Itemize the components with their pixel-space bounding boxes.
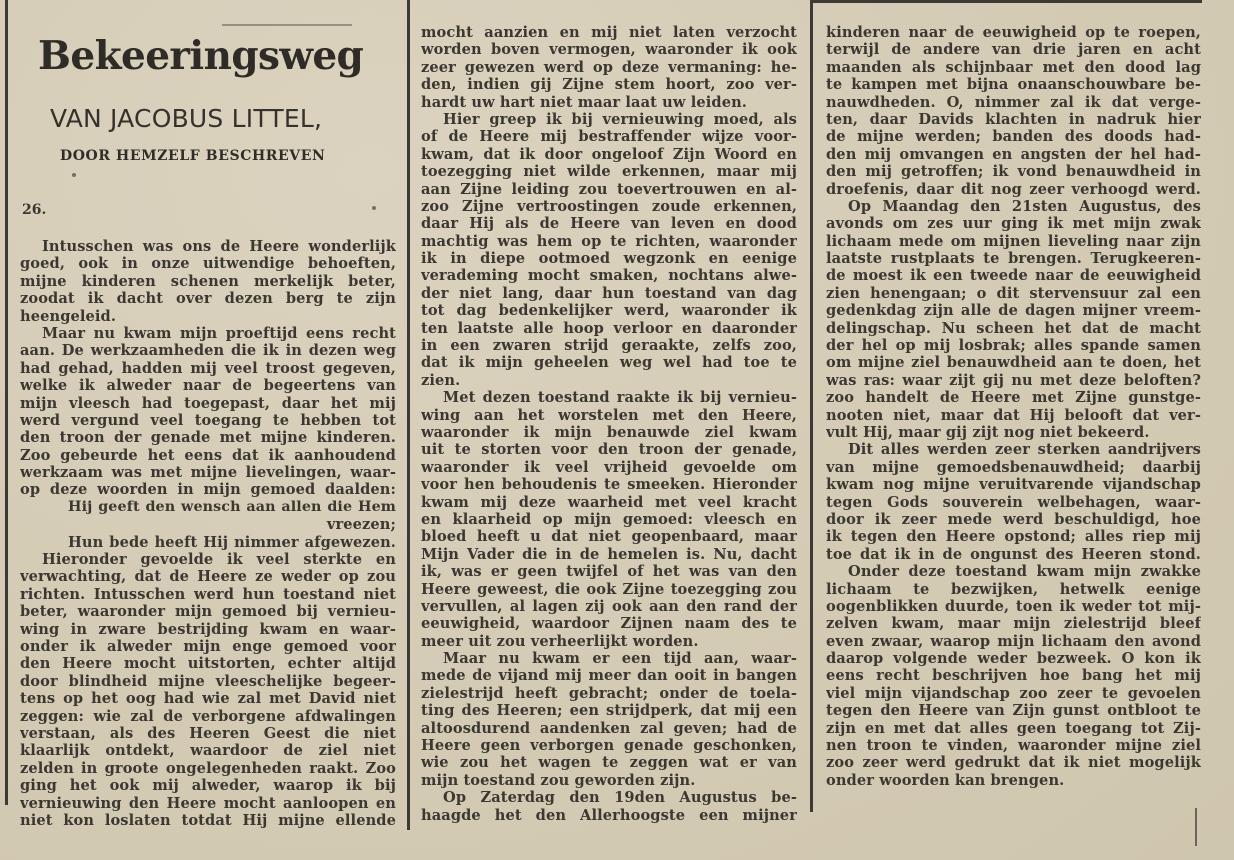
text-line: Mijn Vader die in de hemelen is. Nu, dacht [421, 545, 797, 563]
text-line: ten, daar Davids klachten in nadruk hier [826, 110, 1201, 128]
text-line: oogenblikken duurde, toen ik weder tot mij- [826, 597, 1201, 615]
text-line: door blindheid mijne vleeschelijke begeer- [20, 672, 396, 690]
text-line: Dit alles werden zeer sterken aandrijvers [848, 441, 1201, 459]
text-line: wie zou het wagen te zeggen wat er van [421, 754, 797, 772]
text-line: de mijne werden; banden des doods had- [826, 128, 1201, 146]
text-line: ik, was er geen twijfel of het was van den [421, 563, 797, 581]
text-line: Hieronder gevoelde ik veel sterkte en [42, 551, 396, 569]
ink-speck [372, 206, 376, 210]
text-line: Maar nu kwam mijn proeftijd eens recht [42, 324, 396, 342]
text-line: mijn toestand zou geworden zijn. [421, 771, 696, 789]
text-line: mocht aanzien en mij niet laten verzocht [421, 24, 797, 41]
text-line: mede de vijand mij meer dan ooit in bangen [421, 667, 797, 685]
text-line: delingschap. Nu scheen het dat de macht [826, 319, 1201, 337]
article-title: Bekeeringsweg [38, 33, 364, 79]
text-line: verstaan, als des Heeren Geest die niet [20, 724, 396, 742]
text-line: lichaam te bezwijken, hetwelk eenige [826, 580, 1201, 598]
text-line: den troon der genade met mijne kinderen. [20, 429, 396, 447]
text-line: had gehad, hadden mij veel troost gegeven, [20, 359, 396, 377]
text-line: zielestrijd heeft gebracht; onder de toela- [421, 684, 797, 702]
text-line: om mijne ziel benauwdheid aan te doen, het [826, 354, 1201, 372]
column-rule-2 [810, 0, 813, 812]
text-line: lichaam mede om mijnen lieveling naar zijn [826, 232, 1201, 250]
text-line: meer uit zou verheerlijkt worden. [421, 632, 699, 650]
text-line: aan Zijne leiding zou toevertrouwen en al- [421, 180, 797, 198]
text-line: kinderen naar de eeuwigheid op te roepen, [826, 24, 1201, 41]
text-line: zien henengaan; o dit stervensuur zal een [826, 284, 1201, 302]
text-line: der hel op mij losbrak; alles spande samen [826, 337, 1201, 355]
text-line: maanden als schijnbaar met den dood lag [826, 58, 1201, 76]
text-line: Met dezen toestand raakte ik bij vernieu- [443, 389, 797, 407]
text-line: zelven kwam, maar mijn zielestrijd bleef [826, 615, 1201, 633]
text-line: vervullen, al lagen zij ook aan den rand der [421, 597, 797, 615]
column-top-rule [812, 0, 1202, 3]
text-line: verwachting, dat de Heere ze weder op zou [20, 568, 396, 586]
text-line: den, indien gij Zijne stem hoort, zoo ver- [421, 76, 797, 94]
text-line: toezegging niet wilde erkennen, maar mij [421, 163, 797, 181]
text-line: Heere geen verborgen genade geschonken, [421, 737, 797, 755]
text-line: gedenkdag zijn alle de dagen mijner vreem- [826, 302, 1201, 320]
text-line: der niet lang, daar hun toestand van dag [421, 284, 797, 302]
text-line: was ras: waar zijt gij nu met deze beloften? [826, 371, 1201, 389]
text-line: den mij getroffen; ik vond benauwdheid in [826, 163, 1201, 181]
text-line: den mij omvangen en angsten der hel had- [826, 145, 1201, 163]
decorative-dash [222, 24, 352, 26]
text-line: heengeleid. [20, 307, 117, 325]
text-line: haagde het den Allerhoogste een mijner [421, 806, 797, 824]
text-line: Op Zaterdag den 19den Augustus be- [443, 789, 797, 807]
column-1 [20, 238, 396, 829]
text-line: niet kon loslaten totdat Hij mijne ellende [20, 811, 396, 829]
text-line: te kampen met bijna onaanschouwbare be- [826, 76, 1201, 94]
column-rule-left [5, 0, 8, 805]
text-line: vernieuwing den Heere mocht aanloopen en [20, 794, 396, 812]
text-line: viel mijn vijandschap zoo zeer te gevoelen [826, 684, 1201, 702]
text-line: daarop volgende weder bezweek. O kon ik [826, 650, 1201, 668]
text-line: beter, waaronder mijn gemoed bij vernieu- [20, 603, 396, 621]
text-line: Op Maandag den 21sten Augustus, des [848, 197, 1201, 215]
text-line: altoosdurend aandenken zal geven; had de [421, 719, 797, 737]
text-line: Heere geweest, die ook Zijne toezegging zou [421, 580, 797, 598]
text-line: op deze woorden in mijn gemoed daalden: [20, 481, 396, 499]
text-line: ik in diepe ootmoed wegzonk en eenige [421, 250, 797, 268]
article-byline: DOOR HEMZELF BESCHREVEN [60, 148, 326, 164]
text-line: kwam nog mijne veruitvarende vijandschap [826, 476, 1201, 494]
text-line: zijn en met dat alles geen toegang tot Zij- [826, 719, 1201, 737]
text-line: Hij geeft den wensch aan allen die Hem [68, 498, 396, 515]
article-subtitle: VAN JACOBUS LITTEL, [50, 104, 323, 133]
text-line: toe dat ik in de ongunst des Heeren stond. [826, 545, 1201, 563]
text-line: onder woorden kan brengen. [826, 771, 1065, 789]
text-line: Maar nu kwam er een tijd aan, waar- [443, 650, 797, 668]
text-line: en klaarheid op mijn gemoed: vleesch en [421, 510, 797, 528]
text-line: goed, ook in onze uitwendige behoeften, [20, 255, 396, 273]
text-line: zeer gewezen werd op deze vermaning: he- [421, 58, 797, 76]
text-line: zoo zeer werd gedrukt dat ik niet mogelijk [826, 754, 1201, 772]
text-line: dat ik mijn geheelen weg wel had toe te [421, 354, 797, 372]
column-rule-1 [407, 0, 410, 830]
text-line: vreezen; [326, 516, 396, 534]
ink-speck [72, 173, 76, 177]
text-line: wing aan het worstelen met den Heere, [421, 406, 797, 424]
text-line: zelden in groote ongelegenheden raakt. Zoo [20, 759, 396, 777]
text-line: bloed heeft u dat niet geopenbaard, maar [421, 528, 797, 546]
text-line: in een zwaren strijd geraakte, zelfs zoo, [421, 337, 797, 355]
text-line: de moest ik een tweede naar de eeuwigheid [826, 267, 1201, 285]
text-line: eeuwigheid, waardoor Zijnen naam des te [421, 615, 797, 633]
text-line: ging het ook mij alweder, waarop ik bij [20, 777, 396, 795]
text-line: machtig was hem op te richten, waaronder [421, 232, 797, 250]
text-line: zeggen: wie zal de verborgene afdwalingen [20, 707, 396, 725]
text-line: zien. [421, 371, 461, 389]
installment-number: 26. [22, 202, 47, 218]
text-line: of de Heere mij bestraffender wijze voor- [421, 128, 797, 146]
text-line: Hun bede heeft Hij nimmer afgewezen. [68, 533, 396, 551]
text-line: ting des Heeren; een strijdperk, dat mij een [421, 702, 797, 720]
text-line: ten laatste alle hoop verloor en daaronder [421, 319, 797, 337]
text-line: worden boven vermogen, waaronder ik ook [421, 41, 797, 59]
text-line: werkzaam was met mijne lievelingen, waar- [20, 464, 396, 482]
text-line: voor hen behoudenis te smeeken. Hieronder [421, 476, 797, 494]
text-line: droefenis, daar dit nog zeer verhoogd werd. [826, 180, 1201, 198]
text-line: kwam mij deze waarheid met veel kracht [421, 493, 797, 511]
text-line: wing in zware bestrijding kwam en waar- [20, 620, 396, 638]
column-3 [826, 24, 1201, 789]
text-line: even zwaar, waarop mijn lichaam den avond [826, 632, 1201, 650]
text-line: tot dag bedenkelijker werd, waaronder ik [421, 302, 797, 320]
text-line: door ik zeer mede werd beschuldigd, hoe [826, 510, 1201, 528]
text-line: nen troon te vinden, waaronder mijne ziel [826, 737, 1201, 755]
text-line: mijne kinderen schenen merkelijk beter, [20, 272, 396, 290]
text-line: den Heere mocht uitstorten, echter altijd [20, 655, 396, 673]
text-line: Hier greep ik bij vernieuwing moed, als [443, 110, 797, 128]
text-line: klaarlijk ontdekt, waardoor de ziel niet [20, 742, 396, 760]
text-line: werd vergund veel toegang te hebben tot [20, 411, 396, 429]
text-line: uit te storten voor den troon der genade, [421, 441, 797, 459]
text-line: waaronder ik veel vrijheid gevoelde om [421, 458, 797, 476]
text-line: richten. Intusschen werd hun toestand niet [20, 585, 396, 603]
text-line: zoo Zijne vertroostingen zoude erkennen, [421, 197, 797, 215]
text-line: kwam, dat ik door ongeloof Zijn Woord en [421, 145, 797, 163]
text-line: ik tegen den Heere opstond; alles riep mij [826, 528, 1201, 546]
text-line: Onder deze toestand kwam mijn zwakke [848, 563, 1201, 581]
text-line: avonds om zes uur ging ik met mijn zwak [826, 215, 1201, 233]
text-line: terwijl de andere van drie jaren en acht [826, 41, 1201, 59]
text-line: tens op het oog had wie zal met David niet [20, 690, 396, 708]
text-line: daar Hij als de Heere van leven en dood [421, 215, 797, 233]
text-line: nooten niet, maar dat Hij belooft dat ver- [826, 406, 1201, 424]
text-line: zoo handelt de Heere met Zijne gunstge- [826, 389, 1201, 407]
text-line: aan. De werkzaamheden die ik in dezen weg [20, 342, 396, 360]
text-line: verademing mocht smaken, nochtans alwe- [421, 267, 797, 285]
text-line: onder ik alweder mijn enge gemoed voor [20, 637, 396, 655]
text-line: van mijne gemoedsbenauwdheid; daarbij [826, 458, 1201, 476]
text-line: Intusschen was ons de Heere wonderlijk [42, 238, 396, 255]
column-2 [421, 24, 797, 824]
text-line: mijn vleesch had toegepast, daar het mij [20, 394, 396, 412]
text-line: Zoo gebeurde het eens dat ik aanhoudend [20, 446, 396, 464]
text-line: tegen den Heere van Zijn gunst ontbloot te [826, 702, 1201, 720]
margin-mark [1195, 808, 1197, 846]
text-line: vult Hij, maar gij zijt nog niet bekeerd. [826, 423, 1150, 441]
text-line: hardt uw hart niet maar laat uw leiden. [421, 93, 747, 111]
text-line: eens recht beschrijven hoe bang het mij [826, 667, 1201, 685]
text-line: nauwdheden. O, nimmer zal ik dat verge- [826, 93, 1201, 111]
text-line: laatste rustplaats te brengen. Terugkeeren- [826, 250, 1201, 268]
text-line: tegen Gods souverein welbehagen, waar- [826, 493, 1201, 511]
text-line: waaronder ik mijn benauwde ziel kwam [421, 423, 797, 441]
text-line: welke ik alweder naar de begeertens van [20, 377, 396, 395]
text-line: zoodat ik dacht over dezen berg te zijn [20, 290, 396, 308]
